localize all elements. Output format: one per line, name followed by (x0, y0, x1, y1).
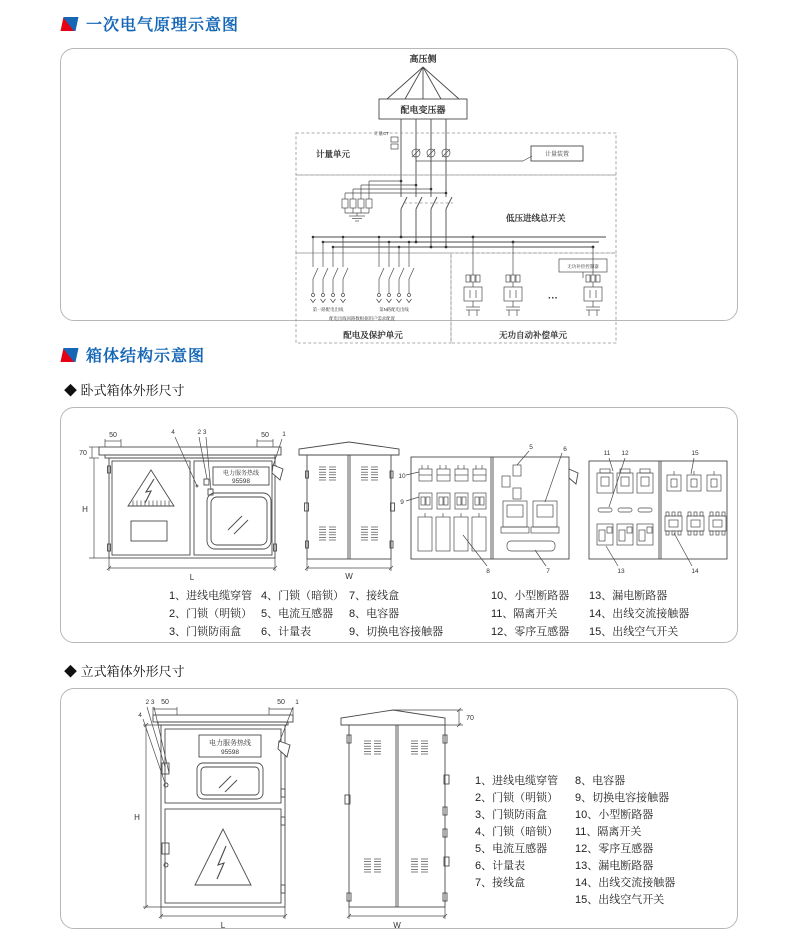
label-compensation-controller: 无功补偿控制器 (567, 264, 599, 269)
parts-item: 11、隔离开关 (575, 826, 642, 838)
vertical-parts-column-1 (475, 773, 575, 909)
dim-50-left: 50 (161, 699, 169, 706)
hotline-label: 电力服务热线 (222, 471, 260, 477)
callout-2-3: 2 3 (197, 429, 207, 436)
horizontal-parts-list (169, 588, 689, 641)
label-transformer: 配电变压器 (400, 105, 446, 115)
hotline-label: 电力服务热线 (209, 740, 251, 747)
hcab-front-view (99, 447, 283, 558)
vcab-side-vents (347, 708, 463, 919)
callout-14: 14 (691, 568, 699, 575)
parts-item: 7、接线盒 (475, 877, 526, 889)
vcab-front-dims (143, 707, 293, 919)
subtitle-vertical-cabinet: ◆ 立式箱体外形尺寸 (64, 664, 185, 679)
capacitor-branches (464, 237, 602, 316)
parts-item: 5、电流互感器 (261, 608, 334, 620)
dim-H: H (82, 505, 88, 514)
label-ellipsis: ··· (548, 293, 558, 304)
vertical-parts-list (475, 773, 715, 909)
parts-item: 5、电流互感器 (475, 843, 548, 855)
lv-main-switch-box (296, 175, 616, 253)
primary-circuit-diagram (61, 49, 739, 340)
section-title-cabinet-structure: 箱体结构示意图 (86, 348, 206, 365)
subtitle-horizontal-cabinet: ◆ 卧式箱体外形尺寸 (64, 383, 185, 398)
panel-primary-circuit (60, 48, 738, 340)
callout-1: 1 (282, 431, 286, 438)
callout-6: 6 (563, 446, 567, 453)
parts-item: 10、小型断路器 (575, 809, 654, 821)
parts-item: 12、零序互感器 (575, 843, 654, 855)
dim-H: H (134, 813, 140, 822)
parts-item: 2、门锁（明锁） (475, 792, 559, 804)
dim-W: W (345, 572, 353, 581)
parts-item: 3、门锁防雨盒 (169, 626, 242, 638)
label-lv-main-switch: 低压进线总开关 (506, 213, 566, 223)
hcab-interior-view-2 (589, 461, 727, 559)
dim-50-right: 50 (277, 699, 285, 706)
dim-L: L (220, 921, 226, 930)
vcab-side-view (341, 710, 449, 907)
section-title-primary-circuit: 一次电气原理示意图 (86, 17, 240, 34)
parts-item: 13、漏电断路器 (575, 860, 654, 872)
parts-item: 2、门锁（明锁） (169, 608, 253, 620)
parts-item: 3、门锁防雨盒 (475, 809, 548, 821)
lv-bus-lines (401, 119, 452, 247)
label-compensation-unit: 无功自动补偿单元 (498, 330, 568, 340)
parts-item: 12、零序互感器 (491, 626, 570, 638)
section-marker-icon (61, 17, 79, 31)
callout-10: 10 (398, 473, 406, 480)
distribution-bus (313, 237, 606, 247)
parts-item: 14、出线交流接触器 (589, 608, 690, 620)
label-metering-ct: 计量CT (374, 131, 389, 136)
parts-item: 1、进线电缆穿管 (169, 590, 253, 602)
label-distribution-unit: 配电及保护单元 (343, 330, 403, 340)
hcab-side-view (299, 442, 399, 559)
vertical-parts-column-2 (575, 773, 715, 909)
callout-11: 11 (603, 450, 611, 457)
dim-W: W (393, 921, 401, 930)
parts-item: 13、漏电断路器 (589, 590, 668, 602)
hcab-interior-1-components (406, 451, 562, 566)
parts-item: 8、电容器 (575, 775, 626, 787)
dim-50-left: 50 (109, 432, 117, 439)
label-metering-device: 计量装置 (544, 152, 570, 158)
parts-item: 6、计量表 (475, 860, 526, 872)
parts-item: 6、计量表 (261, 626, 312, 638)
parts-item: 15、出线空气开关 (575, 894, 665, 906)
panel-horizontal-cabinet (60, 407, 738, 643)
vertical-cabinet-drawings (61, 689, 481, 930)
parts-item: 9、切换电容接触器 (349, 626, 444, 638)
hcab-front-hatch (133, 501, 169, 507)
parts-item: 1、进线电缆穿管 (475, 775, 559, 787)
callout-2-3: 2 3 (145, 699, 155, 706)
section-marker-icon (61, 348, 79, 362)
hotline-number: 95598 (231, 478, 251, 485)
parts-item: 4、门锁（暗锁） (475, 826, 559, 838)
callout-8: 8 (486, 568, 490, 575)
dim-70: 70 (466, 715, 474, 722)
callout-4: 4 (138, 712, 142, 719)
horizontal-cabinet-drawings (61, 413, 739, 588)
callout-5: 5 (529, 444, 533, 451)
parts-item: 10、小型断路器 (491, 590, 570, 602)
label-hv-side: 高压侧 (409, 54, 437, 64)
label-outlet-first: 第一路配电出线 (312, 307, 344, 312)
junction-dots-top (400, 180, 448, 195)
hcab-side-vents (305, 467, 393, 571)
hcab-front-dims (89, 437, 282, 571)
dim-50-right: 50 (261, 432, 269, 439)
label-outlet-n: 第N路配电出线 (379, 307, 409, 312)
metering-cts (391, 137, 532, 161)
parts-item: 14、出线交流接触器 (575, 877, 676, 889)
dim-70: 70 (79, 450, 87, 457)
parts-item: 11、隔离开关 (491, 608, 558, 620)
callout-9: 9 (400, 499, 404, 506)
callout-4: 4 (171, 429, 175, 436)
parts-item: 8、电容器 (349, 608, 400, 620)
label-metering-unit: 计量单元 (316, 149, 351, 159)
callout-1: 1 (295, 699, 299, 706)
callout-12: 12 (621, 450, 629, 457)
callout-7: 7 (546, 568, 550, 575)
section-header-cabinet-structure (62, 321, 800, 366)
hcab-interior-2-components (597, 458, 726, 566)
section-header-primary-circuit (62, 0, 800, 35)
parts-item: 15、出线空气开关 (589, 626, 679, 638)
surge-arrester-cluster (342, 181, 446, 221)
parts-item: 7、接线盒 (349, 590, 400, 602)
panel-vertical-cabinet (60, 688, 738, 929)
dim-L: L (189, 573, 195, 582)
label-outlet-note: 配电出线回路数根据用户需求配置 (329, 316, 395, 321)
parts-item: 9、切换电容接触器 (575, 792, 670, 804)
hotline-number: 95598 (220, 749, 240, 756)
callout-15: 15 (691, 450, 699, 457)
parts-item: 4、门锁（暗锁） (261, 590, 345, 602)
callout-13: 13 (617, 568, 625, 575)
